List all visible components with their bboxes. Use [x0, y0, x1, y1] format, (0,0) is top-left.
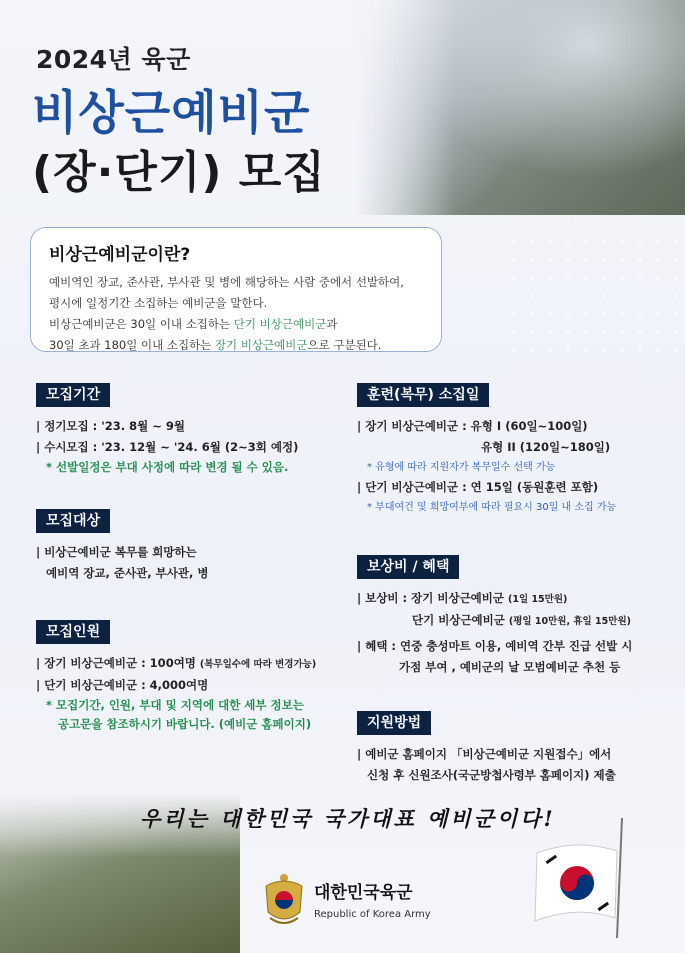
section-badge: 보상비 / 혜택 [357, 555, 459, 579]
note-text: * 유형에 따라 지원자가 복무일수 선택 가능 [367, 462, 556, 473]
intro-highlight: 장기 비상근예비군 [214, 338, 308, 352]
footer [0, 778, 685, 953]
note-text: * 부대여건 및 희망여부에 따라 필요시 30일 내 소집 가능 [367, 502, 617, 513]
info-line [357, 610, 632, 632]
info-line: 유형 II (120일~180일) [481, 440, 611, 454]
info-line: 가점 부여 , 예비군의 날 모범예비군 추천 등 [399, 660, 621, 674]
note-text: 공고문을 참조하시기 바랍니다. (예비군 홈페이지) [58, 717, 312, 731]
section-badge: 훈련(복무) 소집일 [357, 383, 489, 407]
info-line [36, 653, 316, 675]
army-name: 대한민국육군 [314, 883, 413, 903]
info-line: | 수시모집 : '23. 12월 ~ '24. 6월 (2~3회 예정) [36, 440, 299, 454]
intro-text: 30일 초과 180일 이내 소집하는 [49, 338, 215, 352]
section-badge: 모집인원 [36, 620, 110, 644]
training-section [357, 383, 616, 517]
benefits-section [357, 555, 632, 678]
info-line: 신청 후 신원조사(국군방첩사령부 홈페이지) 제출 [367, 768, 616, 782]
army-name-en: Republic of Korea Army [314, 909, 431, 920]
year-heading: 2024년 육군 [36, 45, 191, 74]
info-text: | 장기 비상근예비군 : 100여명 [36, 656, 200, 670]
info-note: (복무일수에 따라 변경가능) [199, 659, 317, 670]
intro-text: 과 [326, 317, 338, 331]
intro-title: 비상근예비군이란? [49, 245, 191, 265]
intro-text: 비상근예비군은 30일 이내 소집하는 [49, 317, 234, 331]
korean-flag-icon [517, 813, 667, 943]
intro-text: 으로 구분된다. [307, 338, 382, 352]
info-line: 예비역 장교, 준사관, 부사관, 병 [46, 566, 209, 580]
info-note: (1일 15만원) [508, 594, 568, 605]
intro-line [49, 335, 423, 356]
note-text: * 모집기간, 인원, 부대 및 지역에 대한 세부 정보는 [46, 698, 304, 712]
intro-box [30, 227, 442, 352]
slogan: 우리는 대한민국 국가대표 예비군이다! [140, 806, 556, 831]
intro-line [49, 314, 423, 335]
info-text: | 보상비 : 장기 비상근예비군 [357, 591, 509, 605]
info-line: | 단기 비상근예비군 : 연 15일 (동원훈련 포함) [357, 480, 599, 494]
intro-highlight: 단기 비상근예비군 [233, 317, 327, 331]
military-photo-top [355, 0, 685, 215]
info-note: (평일 10만원, 휴일 15만원) [508, 616, 631, 627]
main-title: 비상근예비군 [32, 86, 311, 141]
intro-line: 예비역인 장교, 준사관, 부사관 및 병에 해당하는 사람 중에서 선발하여, [49, 275, 404, 289]
info-line [357, 588, 632, 610]
info-line: | 장기 비상근예비군 : 유형 I (60일~100일) [357, 419, 588, 433]
info-line: | 단기 비상근예비군 : 4,000여명 [36, 678, 209, 692]
note-text: * 선발일정은 부대 사정에 따라 변경 될 수 있음. [46, 460, 289, 474]
recruit-period-section [36, 383, 298, 477]
intro-line: 평시에 일정기간 소집하는 예비군을 말한다. [49, 296, 268, 310]
dot-pattern [505, 215, 685, 365]
section-badge: 지원방법 [357, 711, 431, 735]
section-badge: 모집기간 [36, 383, 110, 407]
info-line: | 혜택 : 연중 충성마트 이용, 예비역 간부 진급 선발 시 [357, 639, 633, 653]
apply-section [357, 711, 616, 786]
info-line: | 비상근예비군 복무를 희망하는 [36, 545, 197, 559]
recruit-target-section [36, 509, 208, 584]
info-line: | 예비군 홈페이지 「비상근예비군 지원접수」에서 [357, 747, 612, 761]
sub-title: (장·단기) 모집 [32, 147, 326, 198]
recruit-count-section [36, 620, 316, 734]
army-emblem-icon [262, 872, 306, 928]
info-text: 단기 비상근예비군 [412, 613, 509, 627]
section-badge: 모집대상 [36, 509, 110, 533]
info-line: | 정기모집 : '23. 8월 ~ 9월 [36, 419, 186, 433]
